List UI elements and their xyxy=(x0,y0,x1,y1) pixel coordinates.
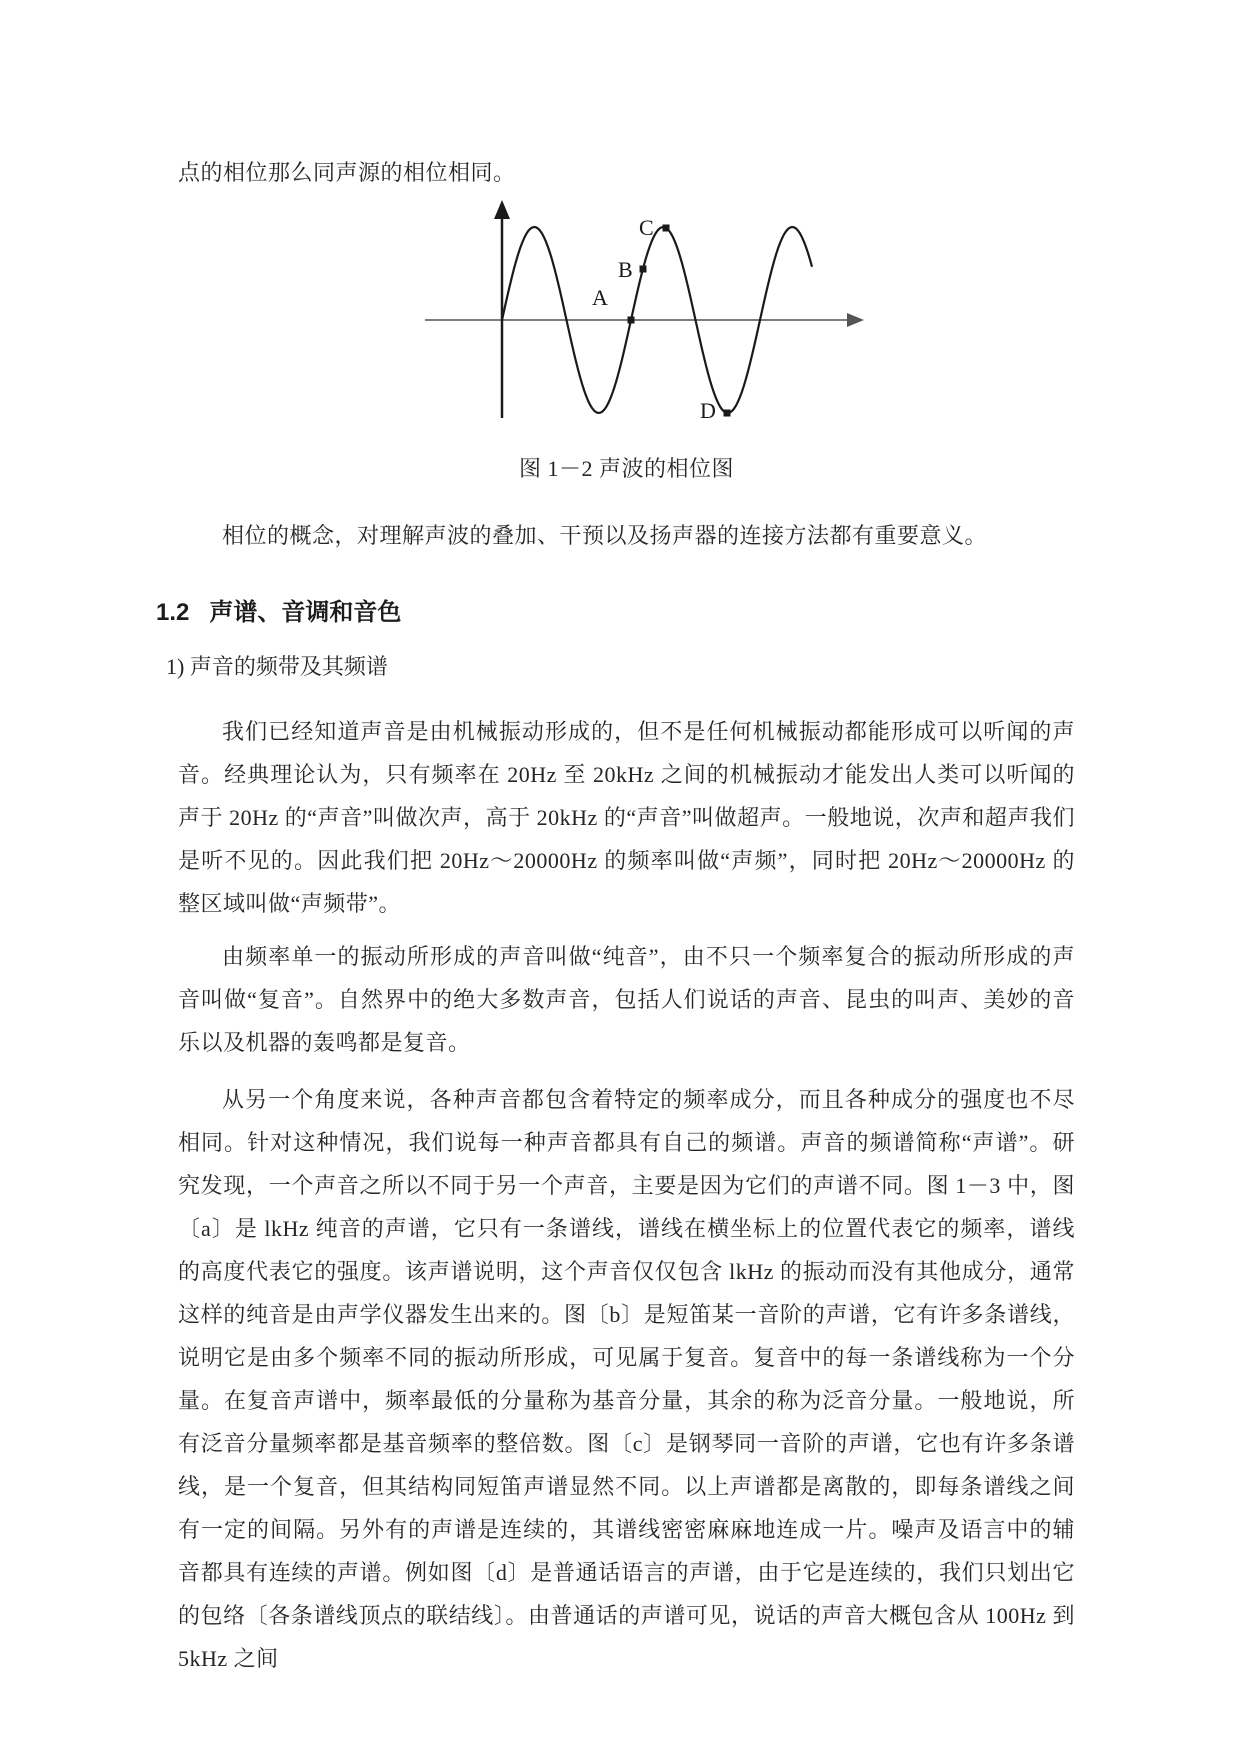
x-axis-arrow-icon xyxy=(847,313,864,327)
paragraph-audible-band: 我们已经知道声音是由机械振动形成的，但不是任何机械振动都能形成可以听闻的声音。经典理论认为，只有频率在 20Hz 至 20kHz 之间的机械振动才能发出人类可以听闻的声于 20Hz 的“声音”叫做次声，高于 20kHz 的“声音”叫做超声。一般地说，次声和超声我们是听不见的。因此我们把 20Hz～20000Hz 的频率叫做“声频”，同时把 20Hz～20000Hz 的整区域叫做“声频带”。 xyxy=(178,719,1075,916)
y-axis-arrow-icon xyxy=(494,200,510,219)
subsection-heading: 1) 声音的频带及其频谱 xyxy=(166,654,388,679)
section-title: 声谱、音调和音色 xyxy=(209,599,402,626)
phase-wave-figure xyxy=(420,198,870,428)
paragraph-spectrum: 从另一个角度来说，各种声音都包含着特定的频率成分，而且各种成分的强度也不尽相同。针对这种情况，我们说每一种声音都具有自己的频谱。声音的频谱简称“声谱”。研究发现，一个声音之所以不同于另一个声音，主要是因为它们的声谱不同。图 1－3 中，图〔a〕是 lkHz 纯音的声谱，它只有一条谱线，谱线在横坐标上的位置代表它的频率，谱线的高度代表它的强度。该声谱说明，这个声音仅仅包含 lkHz 的振动而没有其他成分，通常这样的纯音是由声学仪器发生出来的。图〔b〕是短笛某一音阶的声谱，它有许多条谱线，说明它是由多个频率不同的振动所形成，可见属于复音。复音中的每一条谱线称为一个分量。在复音声谱中，频率最低的分量称为基音分量，其余的称为泛音分量。一般地说，所有泛音分量频率都是基音频率的整倍数。图〔c〕是钢琴同一音阶的声谱，它也有许多条谱线，是一个复音，但其结构同短笛声谱显然不同。以上声谱都是离散的，即每条谱线之间有一定的间隔。另外有的声谱是连续的，其谱线密密麻麻地连成一片。噪声及语言中的辅音都具有连续的声谱。例如图〔d〕是普通话语言的声谱，由于它是连续的，我们只划出它的包络〔各条谱线顶点的联结线〕。由普通话的声谱可见，说话的声音大概包含从 100Hz 到 5kHz 之间 xyxy=(178,1087,1075,1671)
point-d-label: D xyxy=(700,398,716,423)
figure-caption: 图 1－2 声波的相位图 xyxy=(518,456,734,481)
point-c-dot xyxy=(663,225,670,232)
section-number: 1.2 xyxy=(156,599,190,626)
point-b-label: B xyxy=(618,257,633,282)
point-b-dot xyxy=(640,266,647,273)
phase-note-paragraph: 相位的概念，对理解声波的叠加、干预以及扬声器的连接方法都有重要意义。 xyxy=(222,523,988,548)
point-d-dot xyxy=(724,410,731,417)
point-a-dot xyxy=(628,317,635,324)
section-heading xyxy=(156,596,401,630)
point-c-label: C xyxy=(639,215,654,240)
point-a-label: A xyxy=(592,285,608,310)
paragraph-pure-complex-tone: 由频率单一的振动所形成的声音叫做“纯音”，由不只一个频率复合的振动所形成的声音叫做“复音”。自然界中的绝大多数声音，包括人们说话的声音、昆虫的叫声、美妙的音乐以及机器的轰鸣都是复音。 xyxy=(178,944,1075,1055)
intro-line: 点的相位那么同声源的相位相同。 xyxy=(178,160,516,185)
